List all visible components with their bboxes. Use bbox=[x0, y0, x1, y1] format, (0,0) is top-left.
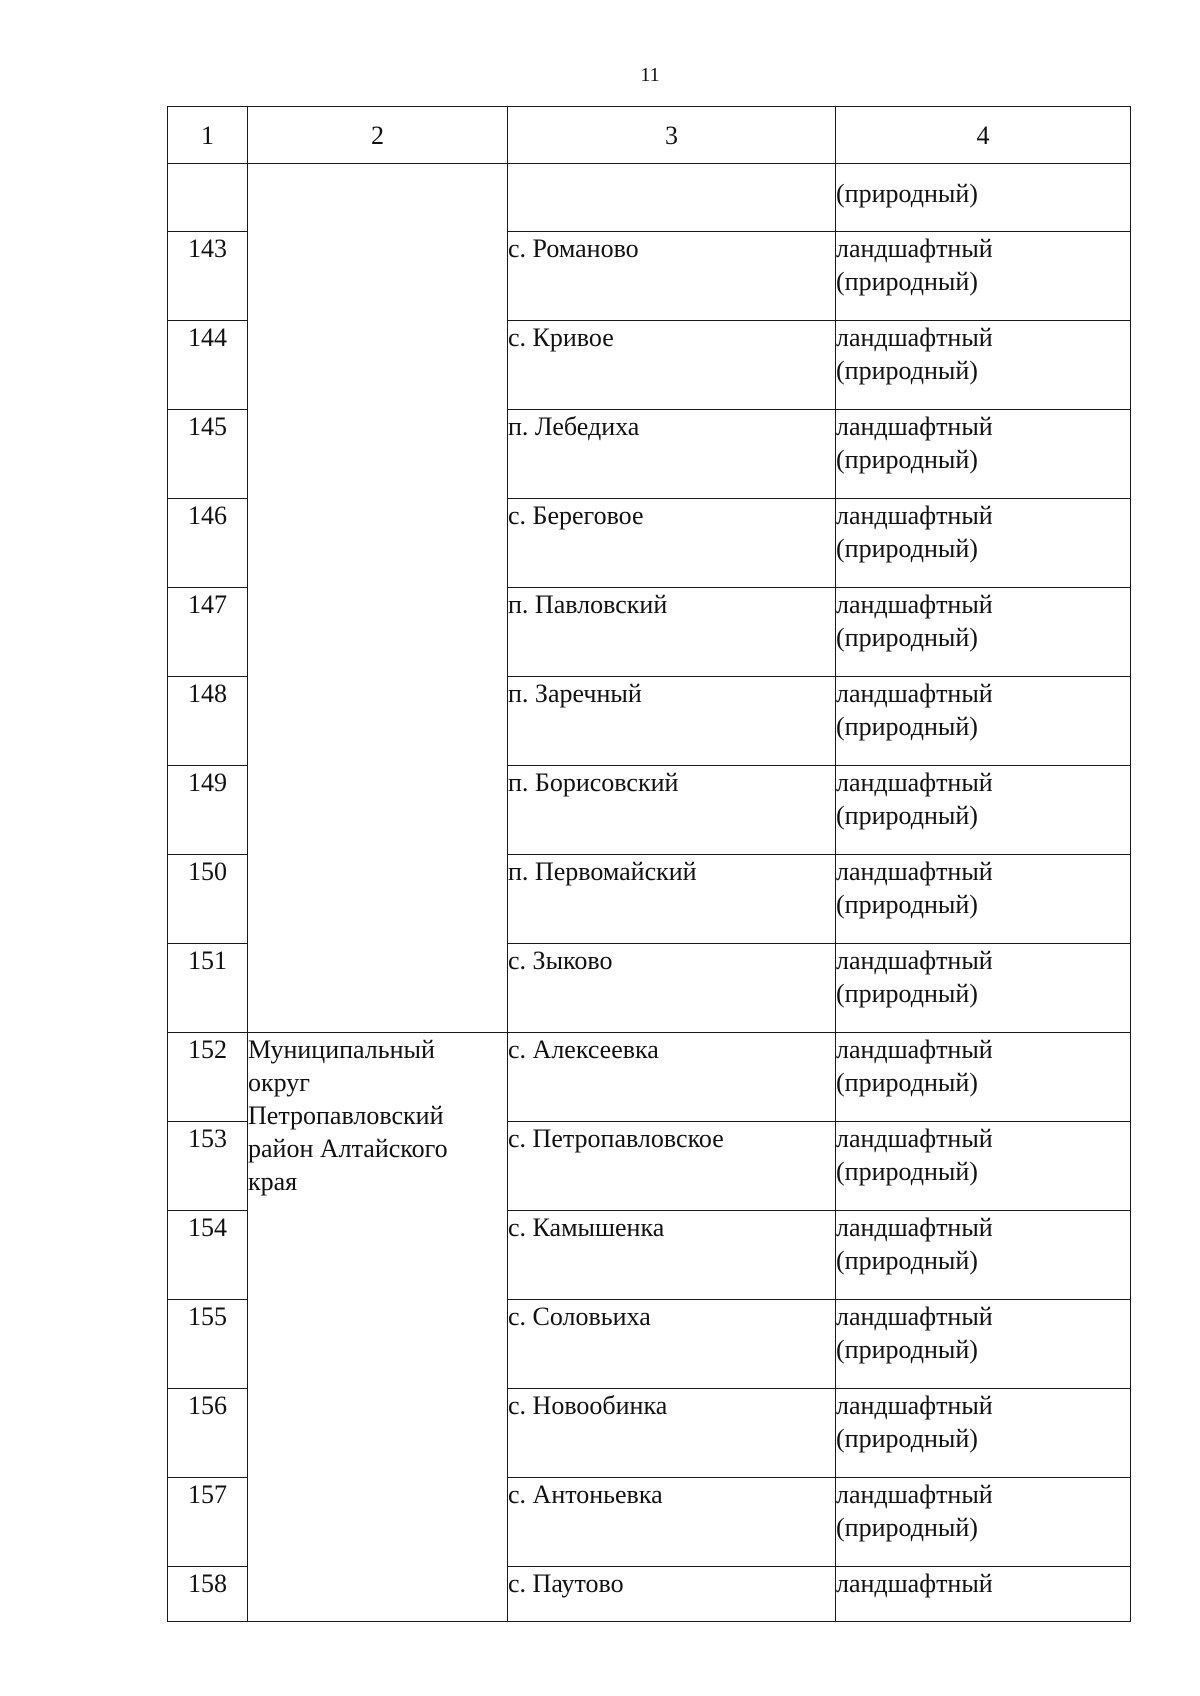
district-name-line: район Алтайского bbox=[248, 1134, 448, 1163]
monument-type-cell bbox=[836, 588, 1131, 677]
register-table bbox=[167, 106, 1131, 1622]
column-header: 1 bbox=[168, 107, 248, 164]
monument-type-line: ландшафтный bbox=[836, 590, 993, 619]
row-number: 148 bbox=[168, 677, 248, 766]
monument-type-cell bbox=[836, 164, 1131, 232]
monument-type-cell bbox=[836, 1033, 1131, 1122]
monument-type-line: (природный) bbox=[836, 712, 978, 741]
settlement-cell: п. Лебедиха bbox=[508, 410, 836, 499]
settlement-cell: с. Береговое bbox=[508, 499, 836, 588]
settlement-cell: п. Заречный bbox=[508, 677, 836, 766]
column-header: 2 bbox=[248, 107, 508, 164]
row-number: 146 bbox=[168, 499, 248, 588]
district-cell-empty bbox=[248, 164, 508, 1033]
monument-type-line: (природный) bbox=[836, 623, 978, 652]
column-header: 3 bbox=[508, 107, 836, 164]
settlement-cell: с. Антоньевка bbox=[508, 1478, 836, 1567]
monument-type-line: (природный) bbox=[836, 1424, 978, 1453]
monument-type-line: (природный) bbox=[836, 445, 978, 474]
table-row bbox=[168, 1033, 1131, 1122]
monument-type-cell bbox=[836, 1567, 1131, 1622]
monument-type-line: ландшафтный bbox=[836, 768, 993, 797]
monument-type-line: ландшафтный bbox=[836, 1124, 993, 1153]
monument-type-cell bbox=[836, 410, 1131, 499]
monument-type-cell bbox=[836, 1122, 1131, 1211]
monument-type-cell bbox=[836, 1389, 1131, 1478]
monument-type-line: ландшафтный bbox=[836, 1035, 993, 1064]
monument-type-line: ландшафтный bbox=[836, 857, 993, 886]
row-number: 150 bbox=[168, 855, 248, 944]
monument-type-line: ландшафтный bbox=[836, 1302, 993, 1331]
row-number bbox=[168, 164, 248, 232]
monument-type-cell bbox=[836, 1211, 1131, 1300]
row-number: 144 bbox=[168, 321, 248, 410]
monument-type-line: (природный) bbox=[836, 534, 978, 563]
monument-type-cell bbox=[836, 321, 1131, 410]
district-name-line: округ bbox=[248, 1068, 310, 1097]
settlement-cell: с. Паутово bbox=[508, 1567, 836, 1622]
monument-type-line: (природный) bbox=[836, 267, 978, 296]
monument-type-line: ландшафтный bbox=[836, 323, 993, 352]
monument-type-cell bbox=[836, 232, 1131, 321]
monument-type-cell bbox=[836, 1300, 1131, 1389]
table-header-row bbox=[168, 107, 1131, 164]
district-name-line: Петропавловский bbox=[248, 1101, 444, 1130]
monument-type-line: (природный) bbox=[836, 1513, 978, 1542]
settlement-cell bbox=[508, 164, 836, 232]
monument-type-line: (природный) bbox=[836, 1068, 978, 1097]
row-number: 158 bbox=[168, 1567, 248, 1622]
row-number: 145 bbox=[168, 410, 248, 499]
settlement-cell: п. Первомайский bbox=[508, 855, 836, 944]
row-number: 157 bbox=[168, 1478, 248, 1567]
monument-type-line: ландшафтный bbox=[836, 412, 993, 441]
monument-type-cell bbox=[836, 1478, 1131, 1567]
row-number: 147 bbox=[168, 588, 248, 677]
row-number: 143 bbox=[168, 232, 248, 321]
monument-type-line: (природный) bbox=[836, 1157, 978, 1186]
row-number: 149 bbox=[168, 766, 248, 855]
monument-type-line: ландшафтный bbox=[836, 1569, 993, 1598]
monument-type-line: (природный) bbox=[836, 1335, 978, 1364]
monument-type-line: ландшафтный bbox=[836, 946, 993, 975]
monument-type-line: (природный) bbox=[836, 1246, 978, 1275]
settlement-cell: п. Борисовский bbox=[508, 766, 836, 855]
row-number: 154 bbox=[168, 1211, 248, 1300]
monument-type-line: (природный) bbox=[836, 179, 978, 208]
monument-type-line: ландшафтный bbox=[836, 1391, 993, 1420]
monument-type-line: ландшафтный bbox=[836, 1480, 993, 1509]
settlement-cell: с. Романово bbox=[508, 232, 836, 321]
row-number: 152 bbox=[168, 1033, 248, 1122]
page-number: 11 bbox=[640, 64, 660, 86]
monument-type-line: (природный) bbox=[836, 356, 978, 385]
row-number: 155 bbox=[168, 1300, 248, 1389]
monument-type-cell bbox=[836, 944, 1131, 1033]
monument-type-line: (природный) bbox=[836, 979, 978, 1008]
column-header: 4 bbox=[836, 107, 1131, 164]
monument-type-cell bbox=[836, 677, 1131, 766]
settlement-cell: с. Зыково bbox=[508, 944, 836, 1033]
monument-type-cell bbox=[836, 499, 1131, 588]
row-number: 151 bbox=[168, 944, 248, 1033]
settlement-cell: с. Кривое bbox=[508, 321, 836, 410]
monument-type-line: ландшафтный bbox=[836, 234, 993, 263]
row-number: 156 bbox=[168, 1389, 248, 1478]
district-name-line: края bbox=[248, 1167, 298, 1196]
settlement-cell: с. Соловьиха bbox=[508, 1300, 836, 1389]
monument-type-line: (природный) bbox=[836, 890, 978, 919]
monument-type-line: ландшафтный bbox=[836, 679, 993, 708]
monument-type-line: ландшафтный bbox=[836, 501, 993, 530]
monument-type-cell bbox=[836, 855, 1131, 944]
table-row bbox=[168, 164, 1131, 232]
monument-type-line: (природный) bbox=[836, 801, 978, 830]
settlement-cell: с. Новообинка bbox=[508, 1389, 836, 1478]
district-name-line: Муниципальный bbox=[248, 1035, 435, 1064]
monument-type-line: ландшафтный bbox=[836, 1213, 993, 1242]
monument-type-cell bbox=[836, 766, 1131, 855]
settlement-cell: с. Камышенка bbox=[508, 1211, 836, 1300]
settlement-cell: с. Петропавловское bbox=[508, 1122, 836, 1211]
settlement-cell: п. Павловский bbox=[508, 588, 836, 677]
row-number: 153 bbox=[168, 1122, 248, 1211]
settlement-cell: с. Алексеевка bbox=[508, 1033, 836, 1122]
district-cell bbox=[248, 1033, 508, 1622]
